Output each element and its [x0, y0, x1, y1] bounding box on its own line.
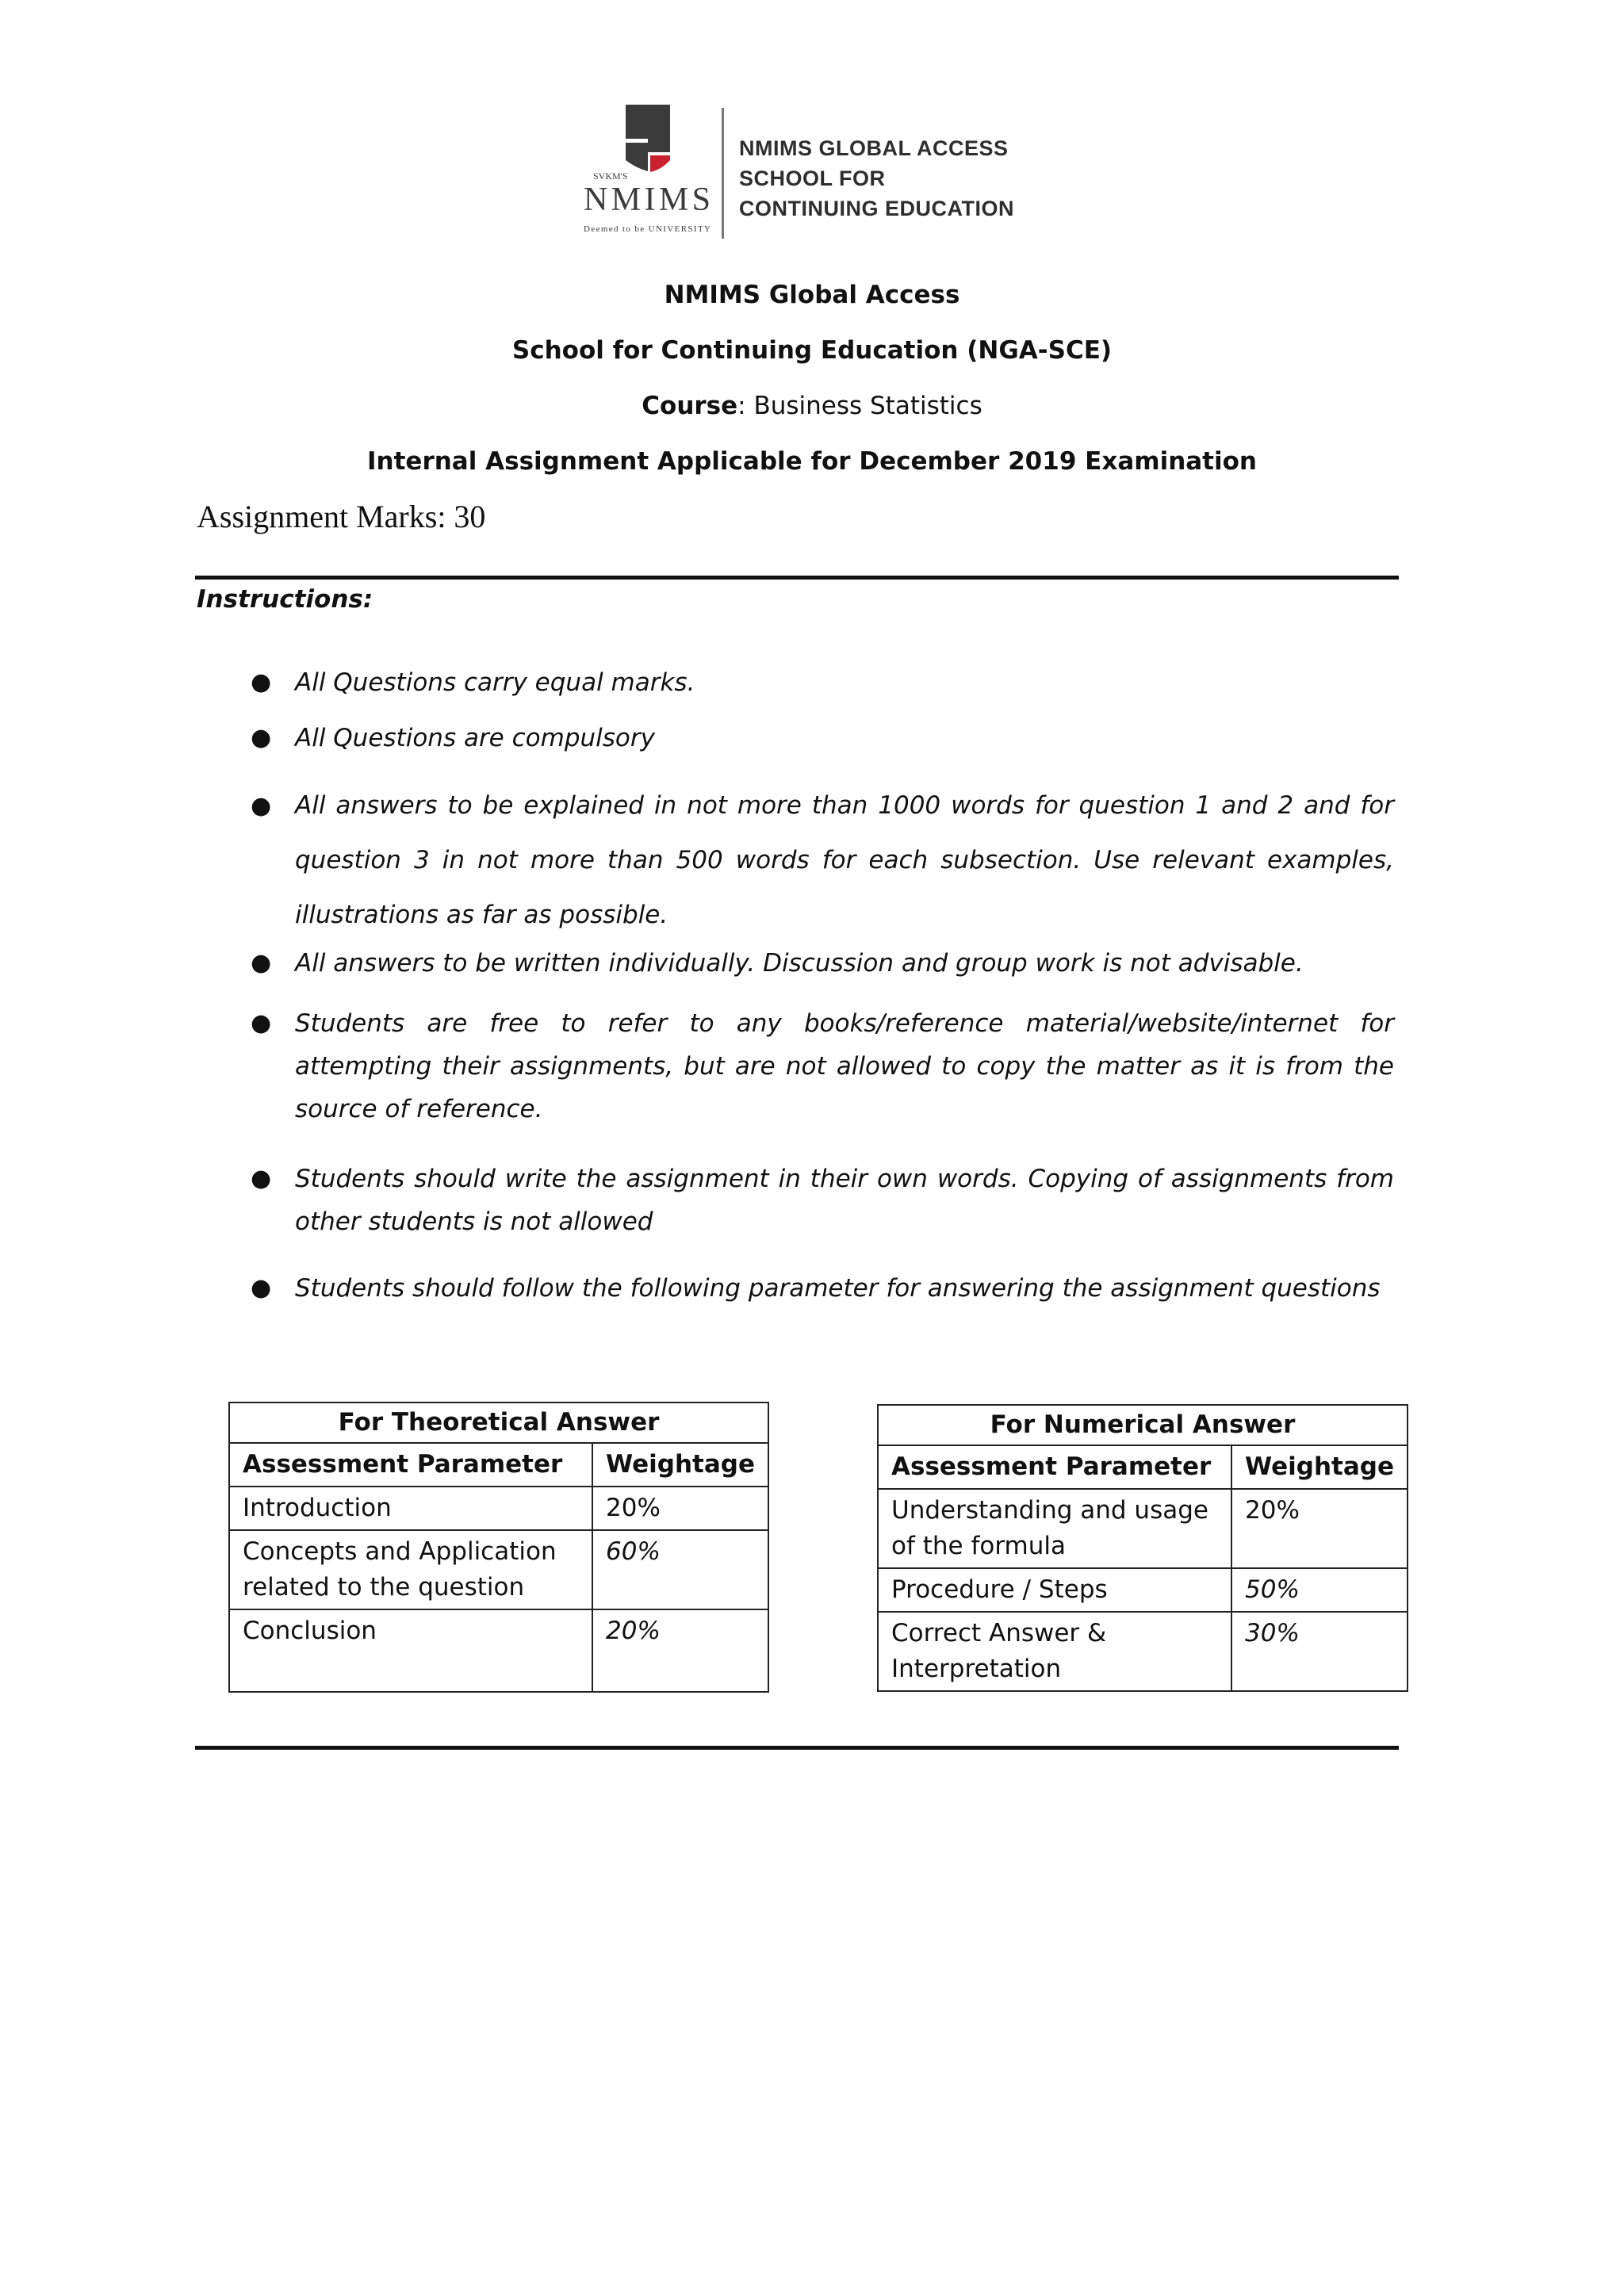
table-row	[229, 1530, 768, 1609]
table-cell: Correct Answer & Interpretation	[878, 1612, 1231, 1691]
nmims-logo	[580, 103, 1014, 242]
logo-line-1: NMIMS GLOBAL ACCESS	[739, 136, 1009, 160]
bullet-icon: ●	[251, 949, 272, 977]
bullet-icon: ●	[251, 668, 272, 696]
emblem-top-text: SVKM'S	[593, 170, 628, 182]
instruction-text: All Questions carry equal marks.	[295, 668, 695, 697]
instruction-item	[251, 666, 1394, 699]
logo-wordmark	[739, 133, 1014, 224]
assignment-marks: Assignment Marks: 30	[197, 499, 486, 534]
instruction-text: Students are free to refer to any books/reference material/website/internet for attempting their assignments, but are not allowed to copy the matter as it is from the source of reference.	[295, 1009, 1394, 1123]
table-cell: 20%	[592, 1609, 768, 1692]
numerical-header-weightage: Weightage	[1231, 1445, 1408, 1489]
theoretical-header-parameter: Assessment Parameter	[229, 1443, 592, 1487]
nmims-emblem-icon	[580, 103, 715, 242]
bullet-icon: ●	[251, 792, 272, 820]
numerical-table-caption: For Numerical Answer	[878, 1405, 1408, 1445]
table-cell: Concepts and Application related to the question	[229, 1530, 592, 1609]
instruction-text: Students should follow the following parameter for answering the assignment questions	[295, 1274, 1381, 1303]
instruction-text: All answers to be written individually. Discussion and group work is not advisable.	[295, 949, 1304, 978]
theoretical-table-caption: For Theoretical Answer	[229, 1402, 768, 1443]
course-value: : Business Statistics	[737, 392, 982, 420]
numerical-header-parameter: Assessment Parameter	[878, 1445, 1231, 1489]
table-cell: 50%	[1231, 1568, 1408, 1612]
header-course	[0, 392, 1624, 420]
instruction-text: Students should write the assignment in their own words. Copying of assignments from other students is not allowed	[295, 1165, 1394, 1236]
instruction-item	[251, 1272, 1394, 1305]
instruction-item	[251, 947, 1394, 980]
logo-divider	[722, 108, 724, 239]
course-label: Course	[642, 392, 738, 420]
logo-line-2: SCHOOL FOR	[739, 166, 886, 190]
table-row	[229, 1487, 768, 1530]
bottom-rule	[195, 1746, 1399, 1750]
table-cell: 20%	[1231, 1489, 1408, 1568]
table-row	[229, 1609, 768, 1692]
emblem-name-text: NMIMS	[584, 182, 710, 218]
header-title: NMIMS Global Access	[664, 281, 960, 309]
table-cell: Introduction	[229, 1487, 592, 1530]
header-assignment: Internal Assignment Applicable for December 2019 Examination	[367, 447, 1257, 476]
instruction-item	[251, 1158, 1394, 1243]
logo-line-3: CONTINUING EDUCATION	[739, 197, 1014, 220]
emblem-sub-text: Deemed to be UNIVERSITY	[584, 224, 710, 234]
numerical-answer-table	[877, 1404, 1408, 1692]
table-row	[878, 1489, 1408, 1568]
table-row	[878, 1568, 1408, 1612]
table-cell: Understanding and usage of the formula	[878, 1489, 1231, 1568]
instruction-item	[251, 779, 1394, 943]
bullet-icon: ●	[251, 724, 272, 752]
table-row	[878, 1612, 1408, 1691]
instruction-item	[251, 1002, 1394, 1131]
table-cell: Procedure / Steps	[878, 1568, 1231, 1612]
theoretical-header-weightage: Weightage	[592, 1443, 768, 1487]
table-cell: 60%	[592, 1530, 768, 1609]
instructions-title: Instructions:	[197, 585, 373, 614]
top-rule	[195, 576, 1399, 580]
table-cell: 20%	[592, 1487, 768, 1530]
table-cell: Conclusion	[229, 1609, 592, 1692]
instruction-text: All answers to be explained in not more than 1000 words for question 1 and 2 and for question 3 in not more than 500 words for each subsection. Use relevant examples, illustrations as far as possible.	[295, 791, 1394, 929]
instruction-text: All Questions are compulsory	[295, 724, 655, 752]
bullet-icon: ●	[251, 1009, 272, 1037]
header-school: School for Continuing Education (NGA-SCE)	[511, 336, 1113, 365]
table-cell: 30%	[1231, 1612, 1408, 1691]
bullet-icon: ●	[251, 1165, 272, 1192]
theoretical-answer-table	[228, 1402, 769, 1693]
bullet-icon: ●	[251, 1274, 272, 1302]
instruction-item	[251, 721, 1394, 755]
